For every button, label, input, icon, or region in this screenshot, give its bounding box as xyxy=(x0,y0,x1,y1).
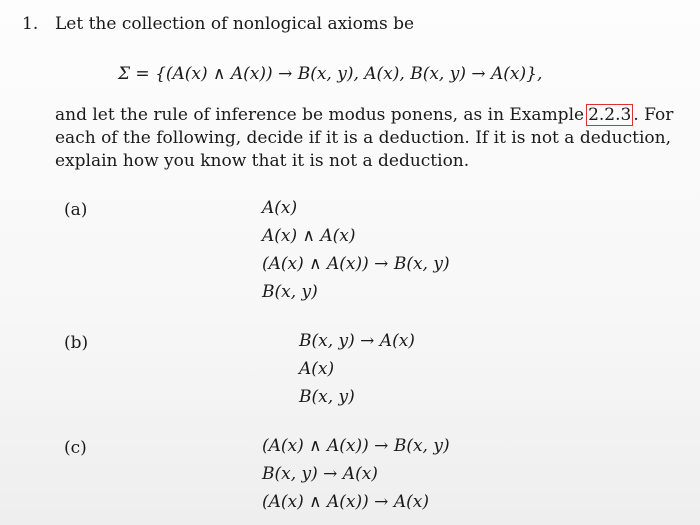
problem-number: 1. xyxy=(22,14,39,34)
paragraph-line-1-tail: . For xyxy=(633,105,674,125)
part-a-line-4: B(x, y) xyxy=(262,282,318,302)
paragraph-line-1 xyxy=(55,104,674,126)
part-a-line-2: A(x) ∧ A(x) xyxy=(262,226,356,246)
part-c-line-1: (A(x) ∧ A(x)) → B(x, y) xyxy=(262,436,450,456)
example-reference-link[interactable]: 2.2.3 xyxy=(588,105,632,125)
part-a-line-3: (A(x) ∧ A(x)) → B(x, y) xyxy=(262,254,450,274)
paragraph-line-1-text: and let the rule of inference be modus ponens, as in Example xyxy=(55,105,585,125)
part-b-line-1: B(x, y) → A(x) xyxy=(299,331,415,351)
part-c-label: (c) xyxy=(64,438,87,458)
paragraph-line-3: explain how you know that it is not a deduction. xyxy=(55,151,470,171)
paragraph-line-2: each of the following, decide if it is a deduction. If it is not a deduction, xyxy=(55,128,671,148)
part-a-line-1: A(x) xyxy=(262,198,298,218)
part-b-label: (b) xyxy=(64,333,89,353)
sigma-formula: Σ = {(A(x) ∧ A(x)) → B(x, y), A(x), B(x, y) → A(x)}, xyxy=(118,64,543,84)
part-c-line-2: B(x, y) → A(x) xyxy=(262,464,378,484)
problem-intro: Let the collection of nonlogical axioms be xyxy=(55,14,415,34)
part-b-line-2: A(x) xyxy=(299,359,335,379)
part-b-line-3: B(x, y) xyxy=(299,387,355,407)
part-a-label: (a) xyxy=(64,200,88,220)
part-c-line-3: (A(x) ∧ A(x)) → A(x) xyxy=(262,492,429,512)
